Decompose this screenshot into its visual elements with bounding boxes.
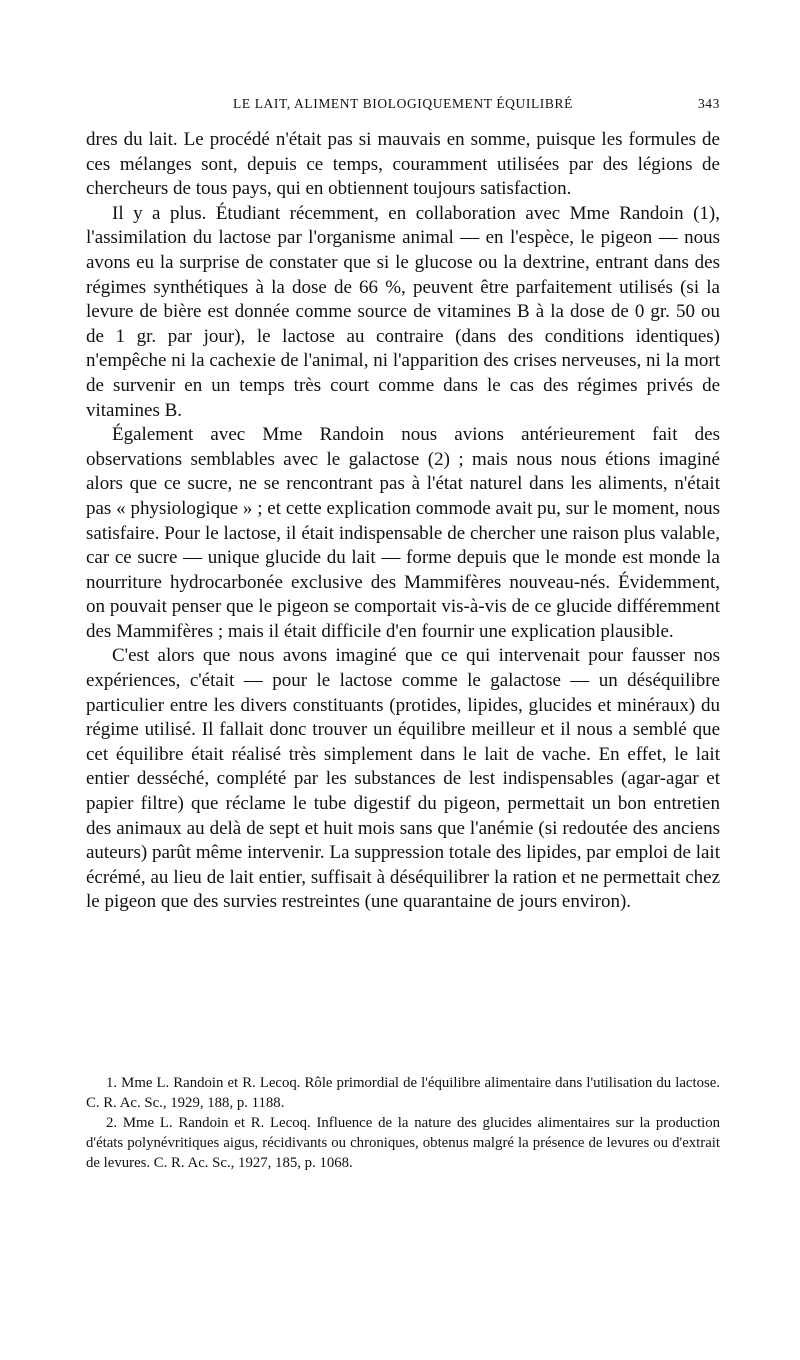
page-number: 343 xyxy=(697,96,720,111)
paragraph: Également avec Mme Randoin nous avions antérieurement fait des observations semblables avec le galactose (2) ; mais nous nous étions imaginé alors que ce sucre, ne se rencontrant pas à l'état naturel dans les aliments, n'était pas « physiologique » ; et cette explication commode avait pu, sur le moment, nous satisfaire. Pour le lactose, il était indispensable de chercher une raison plus valable, car ce sucre — unique glucide du lait — forme depuis que le monde est monde la nourriture hydrocarbonée exclusive des Mammifères nouveau-nés. Évidemment, on pouvait penser que le pigeon se comportait vis-à-vis de ce glucide différemment des Mammifères ; mais il était difficile d'en fournir une explication plausible. xyxy=(86,424,720,642)
body-text xyxy=(86,128,720,915)
footnote: 2. Mme L. Randoin et R. Lecoq. Influence de la nature des glucides alimentaires sur la production d'états polynévritiques aigus, récidivants ou chroniques, obtenus malgré la présence de levures ou d'extrait de levures. C. R. Ac. Sc., 1927, 185, p. 1068. xyxy=(86,1115,720,1171)
running-header xyxy=(86,96,720,120)
footnote: 1. Mme L. Randoin et R. Lecoq. Rôle primordial de l'équilibre alimentaire dans l'utilisation du lactose. C. R. Ac. Sc., 1929, 188, p. 1188. xyxy=(86,1075,720,1111)
paragraph: C'est alors que nous avons imaginé que ce qui intervenait pour fausser nos expériences, c'était — pour le lactose comme le galactose — un déséquilibre particulier entre les divers constituants (protides, lipides, glucides et minéraux) du régime utilisé. Il fallait donc trouver un équilibre meilleur et il nous a semblé que cet équilibre était réalisé très simplement dans le lait de vache. En effet, le lait entier desséché, complété par les substances de lest indispensables (agar-agar et papier filtre) que réclame le tube digestif du pigeon, permettait un bon entretien des animaux au delà de sept et huit mois sans que l'anémie (si redoutée des anciens auteurs) parût même intervenir. La suppression totale des lipides, par emploi de lait écrémé, au lieu de lait entier, suffisait à déséquilibrer la ration et ne permettait chez le pigeon que des survies restreintes (une quarantaine de jours environ). xyxy=(86,645,720,913)
paragraph: Il y a plus. Étudiant récemment, en collaboration avec Mme Randoin (1), l'assimilation du lactose par l'organisme animal — en l'espèce, le pigeon — nous avons eu la surprise de constater que si le glucose ou la dextrine, entrant dans des régimes synthétiques à la dose de 66 %, peuvent être parfaitement utilisés (si la levure de bière est donnée comme source de vitamines B à la dose de 0 gr. 50 ou de 1 gr. par jour), le lactose au contraire (dans des conditions identiques) n'empêche ni la cachexie de l'animal, ni l'apparition des crises nerveuses, ni la mort de survenir en un temps très court comme dans le cas des régimes privés de vitamines B. xyxy=(86,202,720,421)
paragraph: dres du lait. Le procédé n'était pas si mauvais en somme, puisque les formules de ces mélanges sont, depuis ce temps, couramment utilisées par des légions de chercheurs de tous pays, qui en obtiennent toujours satisfaction. xyxy=(86,129,720,200)
running-title: LE LAIT, ALIMENT BIOLOGIQUEMENT ÉQUILIBRÉ xyxy=(233,96,573,111)
footnotes xyxy=(86,1073,720,1173)
